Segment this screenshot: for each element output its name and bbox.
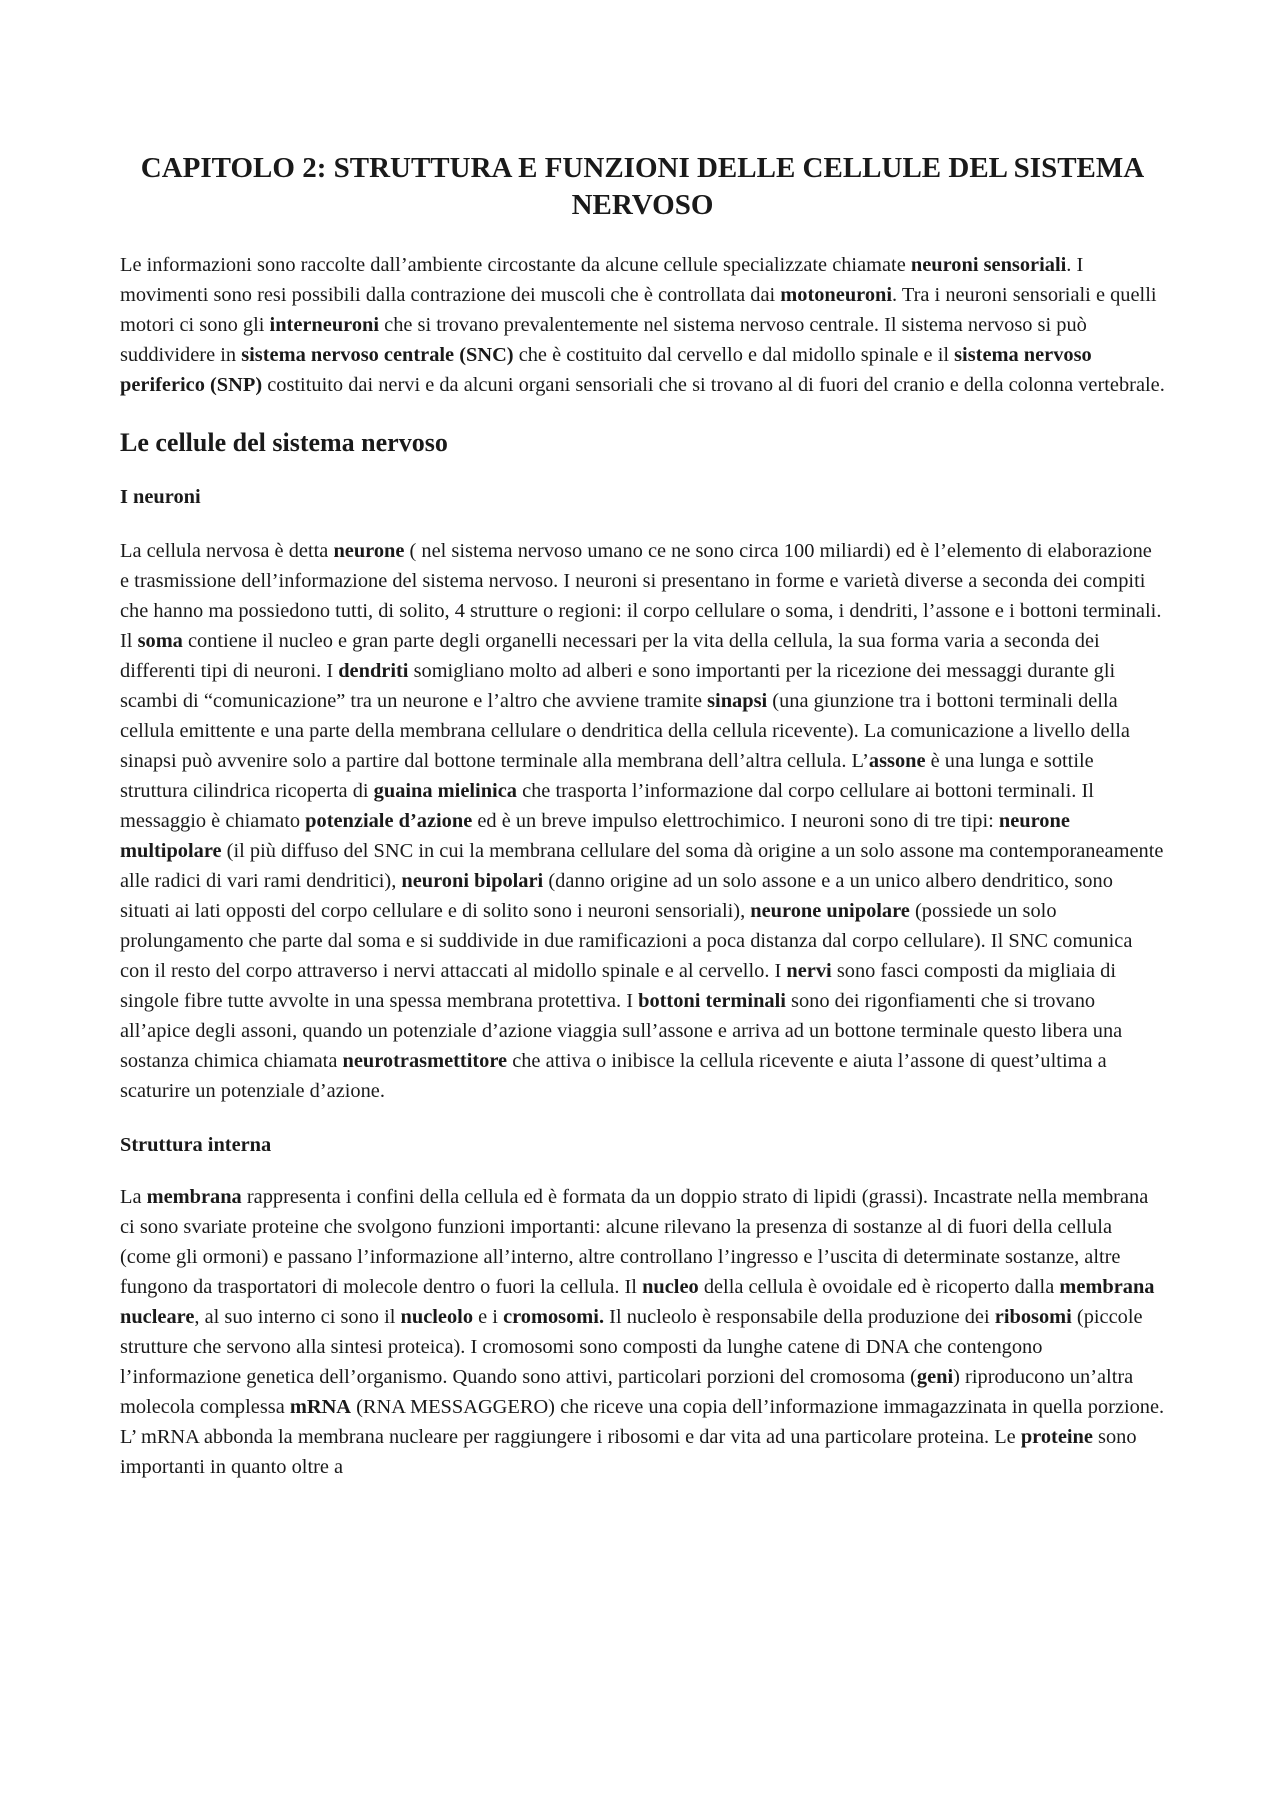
bold-term: sinapsi: [707, 690, 768, 712]
bold-term: nucleolo: [400, 1306, 474, 1328]
bold-term: assone: [868, 750, 926, 772]
bold-term: neurone: [333, 540, 405, 562]
bold-term: neuroni sensoriali: [910, 254, 1067, 276]
bold-term: interneuroni: [269, 314, 380, 336]
bold-term: soma: [137, 630, 183, 652]
bold-term: membrana nucleare: [120, 1276, 1155, 1328]
subheading-struttura-interna: Struttura interna: [120, 1134, 272, 1156]
bold-term: neurotrasmettitore: [342, 1050, 508, 1072]
bold-term: neuroni bipolari: [401, 870, 544, 892]
bold-term: neurone unipolare: [750, 900, 910, 922]
bold-term: proteine: [1020, 1426, 1093, 1448]
bold-term: bottoni terminali: [638, 990, 786, 1012]
intro-paragraph: Le informazioni sono raccolte dall’ambiente circostante da alcune cellule specializzate chiamate neuroni sensoriali. I movimenti sono resi possibili dalla contrazione dei muscoli che è controllata dai motoneuroni. Tra i neuroni sensoriali e quelli motori ci sono gli interneuroni che si trovano prevalentemente nel sistema nervoso centrale. Il sistema nervoso si può suddividere in sistema nervoso centrale (SNC) che è costituito dal cervello e dal midollo spinale e il sistema nervoso periferico (SNP) costituito dai nervi e da alcuni organi sensoriali che si trovano al di fuori del cranio e della colonna vertebrale.: [120, 254, 1165, 396]
bold-term: cromosomi.: [503, 1306, 605, 1328]
bold-term: potenziale d’azione: [305, 810, 473, 832]
bold-term: sistema nervoso centrale (SNC): [241, 344, 514, 366]
bold-term: nucleo: [642, 1276, 699, 1298]
bold-term: ribosomi: [994, 1306, 1072, 1328]
chapter-title: CAPITOLO 2: STRUTTURA E FUNZIONI DELLE CELLULE DEL SISTEMA NERVOSO: [140, 152, 1145, 221]
struttura-paragraph: La membrana rappresenta i confini della cellula ed è formata da un doppio strato di lipidi (grassi). Incastrate nella membrana ci sono svariate proteine che svolgono funzioni importanti: alcune rilevano la presenza di sostanze al di fuori della cellula (come gli ormoni) e passano l’informazione all’interno, altre controllano l’ingresso e l’uscita di determinate sostanze, altre fungono da trasportatori di molecole dentro o fuori la cellula. Il nucleo della cellula è ovoidale ed è ricoperto dalla membrana nucleare, al suo interno ci sono il nucleolo e i cromosomi. Il nucleolo è responsabile della produzione dei ribosomi (piccole strutture che servono alla sintesi proteica). I cromosomi sono composti da lunghe catene di DNA che contengono l’informazione genetica dell’organismo. Quando sono attivi, particolari porzioni del cromosoma (geni) riproducono un’altra molecola complessa mRNA (RNA MESSAGGERO) che riceve una copia dell’informazione immagazzinata in quella porzione. L’ mRNA abbonda la membrana nucleare per raggiungere i ribosomi e dar vita ad una particolare proteina. Le proteine sono importanti in quanto oltre a: [120, 1186, 1165, 1478]
subheading-neuroni: I neuroni: [120, 486, 201, 508]
section-heading: Le cellule del sistema nervoso: [120, 428, 448, 457]
bold-term: membrana: [146, 1186, 242, 1208]
bold-term: motoneuroni: [780, 284, 893, 306]
bold-term: geni: [916, 1366, 954, 1388]
bold-term: nervi: [786, 960, 832, 982]
bold-term: dendriti: [338, 660, 409, 682]
bold-term: neurone multipolare: [120, 810, 1070, 862]
neuroni-paragraph: La cellula nervosa è detta neurone ( nel sistema nervoso umano ce ne sono circa 100 miliardi) ed è l’elemento di elaborazione e trasmissione dell’informazione del sistema nervoso. I neuroni si presentano in forme e varietà diverse a seconda dei compiti che hanno ma possiedono tutti, di solito, 4 strutture o regioni: il corpo cellulare o soma, i dendriti, l’assone e i bottoni terminali. Il soma contiene il nucleo e gran parte degli organelli necessari per la vita della cellula, la sua forma varia a seconda dei differenti tipi di neuroni. I dendriti somigliano molto ad alberi e sono importanti per la ricezione dei messaggi durante gli scambi di “comunicazione” tra un neurone e l’altro che avviene tramite sinapsi (una giunzione tra i bottoni terminali della cellula emittente e una parte della membrana cellulare o dendritica della cellula ricevente). La comunicazione a livello della sinapsi può avvenire solo a partire dal bottone terminale alla membrana dell’altra cellula. L’assone è una lunga e sottile struttura cilindrica ricoperta di guaina mielinica che trasporta l’informazione dal corpo cellulare ai bottoni terminali. Il messaggio è chiamato potenziale d’azione ed è un breve impulso elettrochimico. I neuroni sono di tre tipi: neurone multipolare (il più diffuso del SNC in cui la membrana cellulare del soma dà origine a un solo assone ma contemporaneamente alle radici di vari rami dendritici), neuroni bipolari (danno origine ad un solo assone e a un unico albero dendritico, sono situati ai lati opposti del corpo cellulare e di solito sono i neuroni sensoriali), neurone unipolare (possiede un solo prolungamento che parte dal soma e si suddivide in due ramificazioni a poca distanza dal corpo cellulare). Il SNC comunica con il resto del corpo attraverso i nervi attaccati al midollo spinale e al cervello. I nervi sono fasci composti da migliaia di singole fibre tutte avvolte in una spessa membrana protettiva. I bottoni terminali sono dei rigonfiamenti che si trovano all’apice degli assoni, quando un potenziale d’azione viaggia sull’assone e arriva ad un bottone terminale questo libera una sostanza chimica chiamata neurotrasmettitore che attiva o inibisce la cellula ricevente e aiuta l’assone di quest’ultima a scaturire un potenziale d’azione.: [120, 540, 1164, 1102]
bold-term: guaina mielinica: [373, 780, 517, 802]
bold-term: sistema nervoso periferico (SNP): [120, 344, 1092, 396]
bold-term: mRNA: [289, 1396, 352, 1418]
